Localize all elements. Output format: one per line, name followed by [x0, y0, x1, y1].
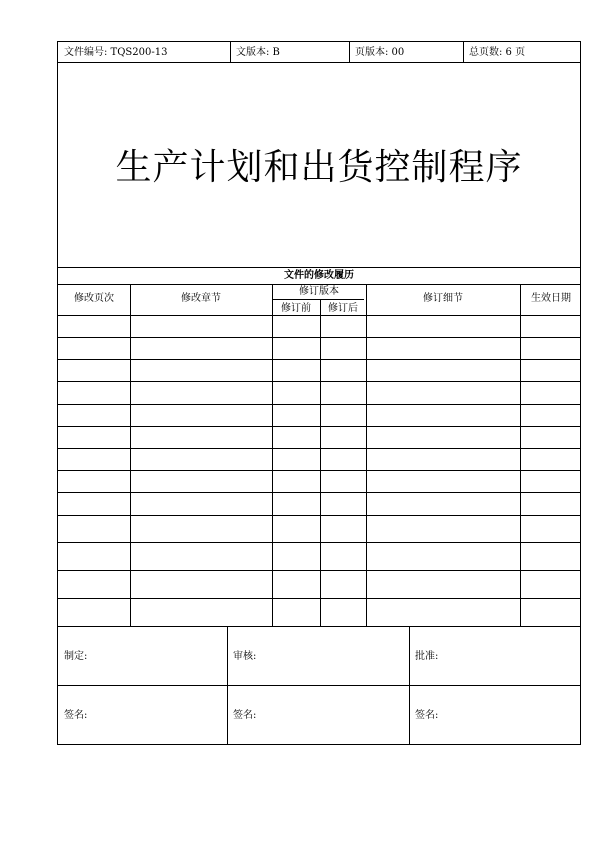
- signature-label: 签名:: [233, 710, 257, 721]
- table-row: [58, 359, 580, 360]
- col-header-effective-date: 生效日期: [531, 293, 571, 304]
- revision-title-line: [58, 284, 580, 285]
- table-row: [58, 542, 580, 543]
- doc-version: 文版本: B: [236, 47, 280, 58]
- table-row: [58, 470, 580, 471]
- table-row: [58, 448, 580, 449]
- col-header-details: 修订细节: [423, 293, 463, 304]
- table-row: [58, 515, 580, 516]
- header-divider: [349, 42, 350, 62]
- signature-label: 签名:: [415, 710, 439, 721]
- revision-history-title: 文件的修改履历: [284, 270, 354, 281]
- table-row: [58, 492, 580, 493]
- doc-number: 文件编号: TQS200-13: [64, 47, 168, 58]
- table-row: [58, 404, 580, 405]
- table-row: [58, 570, 580, 571]
- col-header-after: 修订后: [328, 303, 358, 314]
- header-bottom-line: [58, 62, 580, 63]
- document-title: 生产计划和出货控制程序: [115, 147, 523, 188]
- table-row: [58, 337, 580, 338]
- table-bottom-line: [58, 626, 580, 627]
- approval-mid-line: [58, 685, 580, 686]
- table-col-line: [520, 284, 521, 626]
- prepared-label: 制定:: [64, 651, 88, 662]
- col-header-version: 修订版本: [299, 286, 339, 297]
- table-col-line: [272, 284, 273, 626]
- table-row: [58, 315, 580, 316]
- col-header-chapter: 修改章节: [181, 293, 221, 304]
- title-bottom-line: [58, 267, 580, 268]
- table-col-line: [366, 284, 367, 626]
- page-version: 页版本: 00: [355, 47, 405, 58]
- total-pages: 总页数: 6 页: [469, 47, 526, 58]
- col-header-pages: 修改页次: [74, 293, 114, 304]
- header-divider: [230, 42, 231, 62]
- table-row: [58, 426, 580, 427]
- signature-label: 签名:: [64, 710, 88, 721]
- table-row: [58, 598, 580, 599]
- document-frame: [57, 41, 581, 745]
- approved-label: 批准:: [415, 651, 439, 662]
- version-sub-line: [272, 299, 364, 300]
- table-row: [58, 381, 580, 382]
- col-header-before: 修订前: [281, 303, 311, 314]
- table-col-line: [130, 284, 131, 626]
- reviewed-label: 审核:: [233, 651, 257, 662]
- header-divider: [463, 42, 464, 62]
- table-col-line: [320, 299, 321, 626]
